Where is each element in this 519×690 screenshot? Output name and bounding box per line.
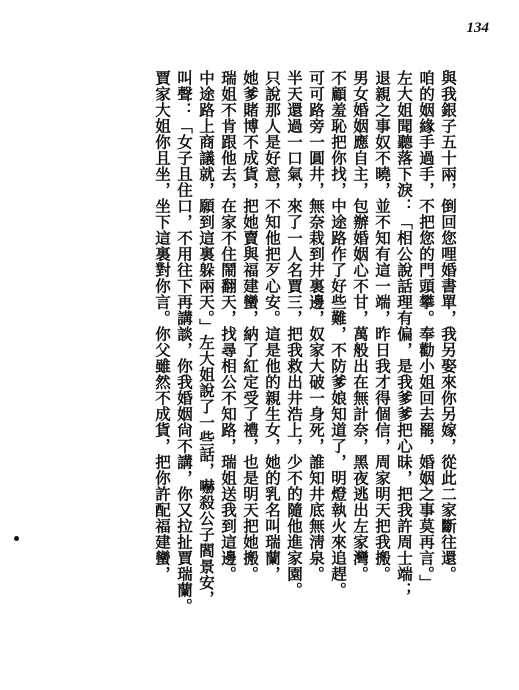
text-column: 中途路上商議就，願到這裏躲兩天。」左大姐說了一些話，嚇殺公子閻景安， [197,70,216,607]
text-column: 退親之事奴不曉，並不知有這一端，昨日我才得個信，周家明天把我搬。 [373,70,392,582]
margin-dot [14,536,19,541]
text-column: 她爹賭博不成貨，把她賣與福建蠻，納了紅定受了禮，也是明天把她搬。 [241,70,260,582]
text-column: 可可路旁一圓井，無奈栽到井裏邊，奴家大破一身死，誰知井底無淸泉。 [307,70,326,582]
text-column: 男女婚姻應自主，包辦婚姻心不甘，萬般出在無計奈，黑夜逃出左家灣。 [351,70,370,582]
page-number: 134 [466,20,489,36]
text-column: 半天還過一口氣，來了一人名賈三，把我救出井浩上，少不的隨他進家園。 [285,70,304,598]
text-column: 賈家大姐你且坐，坐下這裏對你言。你父雖然不成貨，把你許配福建蠻， [153,70,172,582]
text-column: 只說那人是好意，不知他把歹心安。這是他的親生女，她的乳名叫瑞蘭， [263,70,282,582]
text-column: 不顧羞恥把你找，中途路作了好些難，不防爹娘知道了，明燈執火來追趕。 [329,70,348,598]
text-column: 與我銀子五十兩，倒回您哩婚書單，我另娶來你另嫁，從此二家斷往還。 [439,70,458,582]
text-column: 瑞姐不肯跟他去，在家不住鬧翻天，找尋相公不知路，瑞姐送我到這邊。 [219,70,238,582]
text-column: 咱的姻緣手過手，不把您的門頭攀。奉勸小姐回去罷，婚姻之事莫再言。」 [417,70,436,591]
vertical-text-block [151,70,459,640]
text-column: 叫聲：「女子且住口，不用往下再講談，你我婚姻尙不講，你又拉扯賈瑞蘭。 [175,70,194,614]
text-column: 左大姐聞聽落下淚：「相公說話理有偏，是我爹爹把心昧，把我許周士端； [395,70,414,598]
